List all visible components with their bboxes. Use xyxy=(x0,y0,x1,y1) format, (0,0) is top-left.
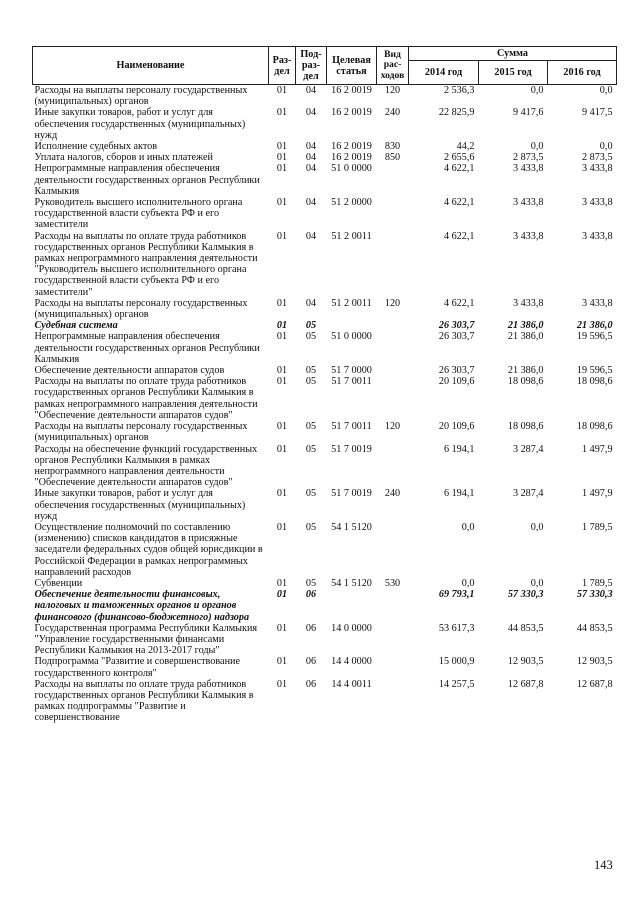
row-sum-2016: 18 098,6 xyxy=(576,376,613,388)
row-target: 16 2 0019 xyxy=(331,141,372,153)
row-name: Иные закупки товаров, работ и услуг для обеспечения государственных (муниципальных) нужд xyxy=(34,488,246,522)
row-sum-2015: 3 433,8 xyxy=(512,297,544,309)
row-section: 01 xyxy=(276,678,288,690)
row-sum-2015: 21 386,0 xyxy=(507,365,544,377)
row-sum-2014: 6 194,1 xyxy=(443,488,475,500)
table-row xyxy=(33,679,617,724)
table-row xyxy=(33,152,617,163)
row-name: Расходы на выплаты по оплате труда работников государственных органов Республики Калмыкия в рамках непрограммного направления деятельности "Руководитель высшего исполнительного органа государственной власти субъекта РФ и его заместители" xyxy=(34,230,258,298)
row-exp-type xyxy=(377,320,409,331)
row-sum-2016: 0,0 xyxy=(599,141,613,153)
row-exp-type xyxy=(377,163,409,197)
row-sum-2014: 4 622,1 xyxy=(443,197,475,209)
row-section: 01 xyxy=(276,443,288,455)
row-section: 01 xyxy=(276,376,288,388)
row-name: Расходы на выплаты персоналу государственных (муниципальных) органов xyxy=(34,297,248,321)
row-sum-2015: 9 417,6 xyxy=(512,107,544,119)
row-name: Непрограммные направления обеспечения деятельности государственных органов Республики Калмыкия xyxy=(34,163,260,197)
row-target: 51 7 0011 xyxy=(331,421,372,433)
row-exp-type xyxy=(377,365,409,376)
row-section: 01 xyxy=(276,107,288,119)
row-target: 14 4 0011 xyxy=(331,678,372,690)
budget-table xyxy=(32,46,617,724)
row-name: Расходы на выплаты персоналу государственных (муниципальных) органов xyxy=(34,421,248,444)
row-sum-2016: 18 098,6 xyxy=(576,421,613,433)
row-sum-2014: 26 303,7 xyxy=(438,365,475,377)
row-subsection: 05 xyxy=(305,577,317,589)
row-exp-type: 120 xyxy=(384,421,401,433)
row-sum-2015: 0,0 xyxy=(530,521,544,533)
header-sum: Сумма xyxy=(409,47,617,61)
row-sum-2014: 26 303,7 xyxy=(438,320,475,332)
row-sum-2015: 3 433,8 xyxy=(512,163,544,175)
row-exp-type: 120 xyxy=(384,85,401,96)
row-sum-2016: 44 853,5 xyxy=(576,622,613,634)
row-target: 16 2 0019 xyxy=(331,152,372,164)
row-section: 01 xyxy=(276,622,288,634)
row-sum-2014: 69 793,1 xyxy=(438,589,475,601)
row-sum-2016: 3 433,8 xyxy=(581,297,613,309)
row-exp-type xyxy=(377,197,409,231)
table-row xyxy=(33,107,617,141)
row-subsection: 06 xyxy=(305,656,317,668)
row-section: 01 xyxy=(276,421,288,433)
row-name: Обеспечение деятельности аппаратов судов xyxy=(34,365,225,377)
row-sum-2015: 2 873,5 xyxy=(512,152,544,164)
row-sum-2014: 2 536,3 xyxy=(443,85,475,96)
row-subsection: 04 xyxy=(305,141,317,153)
row-exp-type xyxy=(377,656,409,678)
row-exp-type xyxy=(377,444,409,489)
row-sum-2015: 18 098,6 xyxy=(507,376,544,388)
row-sum-2016: 1 789,5 xyxy=(581,577,613,589)
row-subsection: 04 xyxy=(305,230,317,242)
row-target: 14 0 0000 xyxy=(331,622,372,634)
table-row xyxy=(33,85,617,108)
row-exp-type xyxy=(377,231,409,298)
row-name: Расходы на выплаты персоналу государственных (муниципальных) органов xyxy=(34,85,248,108)
row-target xyxy=(327,589,377,623)
row-sum-2015: 3 287,4 xyxy=(512,443,544,455)
row-sum-2014: 53 617,3 xyxy=(438,622,475,634)
row-sum-2015: 21 386,0 xyxy=(507,331,544,343)
row-section: 01 xyxy=(276,152,288,164)
table-row xyxy=(33,298,617,320)
row-exp-type: 530 xyxy=(384,577,401,589)
row-target: 51 2 0011 xyxy=(331,230,372,242)
table-row xyxy=(33,365,617,376)
table-row xyxy=(33,589,617,623)
row-sum-2016: 1 497,9 xyxy=(581,443,613,455)
row-name: Обеспечение деятельности финансовых, налоговых и таможенных органов и органов финансового (финансово-бюджетного) надзора xyxy=(34,589,250,623)
row-sum-2016: 21 386,0 xyxy=(576,320,613,332)
row-sum-2015: 57 330,3 xyxy=(507,589,544,601)
row-sum-2016: 9 417,5 xyxy=(581,107,613,119)
row-section: 01 xyxy=(276,331,288,343)
row-subsection: 06 xyxy=(305,589,317,601)
row-section: 01 xyxy=(276,488,288,500)
row-sum-2016: 2 873,5 xyxy=(581,152,613,164)
row-section: 01 xyxy=(276,297,288,309)
row-sum-2014: 4 622,1 xyxy=(443,230,475,242)
header-year-2015: 2015 год xyxy=(479,61,548,85)
table-row xyxy=(33,197,617,231)
row-subsection: 05 xyxy=(305,421,317,433)
row-sum-2016: 1 497,9 xyxy=(581,488,613,500)
row-subsection: 04 xyxy=(305,197,317,209)
row-target: 51 0 0000 xyxy=(331,163,372,175)
row-target xyxy=(327,320,377,331)
row-target: 51 7 0000 xyxy=(331,365,372,377)
row-name: Расходы на выплаты по оплате труда работников государственных органов Республики Калмыкия в рамках подпрограммы "Развитие и совершенствование xyxy=(34,678,254,724)
row-name: Уплата налогов, сборов и иных платежей xyxy=(34,152,213,164)
row-target: 16 2 0019 xyxy=(331,107,372,119)
header-section: Раз-дел xyxy=(269,47,296,85)
row-section: 01 xyxy=(276,589,288,601)
row-target: 14 4 0000 xyxy=(331,656,372,668)
row-sum-2016: 57 330,3 xyxy=(576,589,613,601)
row-subsection: 05 xyxy=(305,331,317,343)
row-name: Исполнение судебных актов xyxy=(34,141,158,153)
row-sum-2014: 26 303,7 xyxy=(438,331,475,343)
row-section: 01 xyxy=(276,577,288,589)
row-sum-2015: 0,0 xyxy=(530,85,544,96)
table-header xyxy=(33,47,617,85)
row-sum-2016: 19 596,5 xyxy=(576,331,613,343)
header-subsection: Под-раз-дел xyxy=(296,47,327,85)
row-sum-2015: 18 098,6 xyxy=(507,421,544,433)
row-sum-2016: 1 789,5 xyxy=(581,521,613,533)
row-sum-2014: 6 194,1 xyxy=(443,443,475,455)
row-sum-2014: 20 109,6 xyxy=(438,376,475,388)
row-sum-2014: 0,0 xyxy=(461,577,475,589)
row-sum-2016: 3 433,8 xyxy=(581,230,613,242)
row-target: 51 0 0000 xyxy=(331,331,372,343)
row-sum-2014: 2 655,6 xyxy=(443,152,475,164)
table-row xyxy=(33,376,617,421)
row-name: Иные закупки товаров, работ и услуг для обеспечения государственных (муниципальных) нужд xyxy=(34,107,246,141)
row-sum-2014: 4 622,1 xyxy=(443,163,475,175)
row-section: 01 xyxy=(276,320,288,332)
row-sum-2015: 12 687,8 xyxy=(507,678,544,690)
row-section: 01 xyxy=(276,521,288,533)
row-name: Государственная программа Республики Калмыкия "Управление государственными финансами Республики Калмыкия на 2013-2017 годы" xyxy=(34,622,258,657)
row-subsection: 04 xyxy=(305,107,317,119)
row-exp-type xyxy=(377,623,409,657)
table-row xyxy=(33,231,617,298)
row-sum-2014: 22 825,9 xyxy=(438,107,475,119)
row-subsection: 05 xyxy=(305,320,317,332)
row-target: 51 7 0019 xyxy=(331,488,372,500)
row-exp-type: 240 xyxy=(384,107,401,119)
table-row xyxy=(33,578,617,589)
row-sum-2015: 44 853,5 xyxy=(507,622,544,634)
table-row xyxy=(33,623,617,657)
row-name: Руководитель высшего исполнительного органа государственной власти субъекта РФ и его заместители xyxy=(34,197,243,231)
row-sum-2015: 21 386,0 xyxy=(507,320,544,332)
table-row xyxy=(33,488,617,522)
row-sum-2016: 3 433,8 xyxy=(581,163,613,175)
row-exp-type xyxy=(377,679,409,724)
row-exp-type xyxy=(377,522,409,578)
table-row xyxy=(33,331,617,365)
row-name: Судебная система xyxy=(34,320,118,332)
row-target: 51 7 0011 xyxy=(331,376,372,388)
row-section: 01 xyxy=(276,230,288,242)
page-number: 143 xyxy=(594,858,613,872)
row-name: Непрограммные направления обеспечения деятельности государственных органов Республики Калмыкия xyxy=(34,331,260,365)
row-name: Подпрограмма "Развитие и совершенствование государственного контроля" xyxy=(34,656,241,679)
table-row xyxy=(33,141,617,152)
table-row xyxy=(33,656,617,678)
row-sum-2016: 12 903,5 xyxy=(576,656,613,668)
row-section: 01 xyxy=(276,163,288,175)
row-subsection: 04 xyxy=(305,297,317,309)
row-target: 51 7 0019 xyxy=(331,443,372,455)
row-sum-2014: 0,0 xyxy=(461,521,475,533)
row-sum-2015: 3 287,4 xyxy=(512,488,544,500)
row-exp-type: 830 xyxy=(384,141,401,153)
row-subsection: 05 xyxy=(305,365,317,377)
row-section: 01 xyxy=(276,365,288,377)
row-sum-2015: 0,0 xyxy=(530,141,544,153)
row-sum-2015: 3 433,8 xyxy=(512,230,544,242)
row-sum-2015: 3 433,8 xyxy=(512,197,544,209)
row-sum-2016: 19 596,5 xyxy=(576,365,613,377)
row-subsection: 05 xyxy=(305,443,317,455)
row-target: 51 2 0000 xyxy=(331,197,372,209)
row-section: 01 xyxy=(276,656,288,668)
row-target: 54 1 5120 xyxy=(331,577,372,589)
row-subsection: 04 xyxy=(305,152,317,164)
row-target: 54 1 5120 xyxy=(331,521,372,533)
table-row xyxy=(33,320,617,331)
row-name: Субвенции xyxy=(34,577,83,589)
row-name: Расходы на обеспечение функций государственных органов Республики Калмыкия в рамках непрограммного направления деятельности "Обеспечение деятельности аппаратов судов" xyxy=(34,443,258,489)
row-sum-2014: 20 109,6 xyxy=(438,421,475,433)
row-exp-type xyxy=(377,376,409,421)
header-target: Целевая статья xyxy=(327,47,377,85)
row-exp-type: 850 xyxy=(384,152,401,164)
table-row xyxy=(33,522,617,578)
header-year-2016: 2016 год xyxy=(548,61,617,85)
row-subsection: 04 xyxy=(305,85,317,96)
row-sum-2016: 0,0 xyxy=(599,85,613,96)
row-sum-2016: 3 433,8 xyxy=(581,197,613,209)
row-exp-type xyxy=(377,331,409,365)
row-subsection: 05 xyxy=(305,376,317,388)
row-subsection: 05 xyxy=(305,521,317,533)
row-sum-2014: 15 000,9 xyxy=(438,656,475,668)
row-sum-2015: 0,0 xyxy=(530,577,544,589)
row-target: 16 2 0019 xyxy=(331,85,372,96)
row-subsection: 06 xyxy=(305,678,317,690)
row-exp-type: 240 xyxy=(384,488,401,500)
row-name: Расходы на выплаты по оплате труда работников государственных органов Республики Калмыкия в рамках непрограммного направления деятельности "Обеспечение деятельности аппаратов судов" xyxy=(34,376,258,421)
row-subsection: 04 xyxy=(305,163,317,175)
row-sum-2016: 12 687,8 xyxy=(576,678,613,690)
row-subsection: 05 xyxy=(305,488,317,500)
header-name: Наименование xyxy=(33,47,269,85)
table-body xyxy=(33,85,617,724)
row-exp-type: 120 xyxy=(384,297,401,309)
row-section: 01 xyxy=(276,85,288,96)
header-exp-type: Вид рас-ходов xyxy=(377,47,409,85)
table-row xyxy=(33,421,617,443)
header-year-2014: 2014 год xyxy=(409,61,479,85)
row-target: 51 2 0011 xyxy=(331,297,372,309)
row-name: Осуществление полномочий по составлению (изменению) списков кандидатов в присяжные заседатели федеральных судов общей юрисдикции в Российской Федерации в рамках непрограммных направлений расходов xyxy=(34,521,263,578)
row-sum-2014: 4 622,1 xyxy=(443,297,475,309)
row-section: 01 xyxy=(276,141,288,153)
row-subsection: 06 xyxy=(305,622,317,634)
table-row xyxy=(33,444,617,489)
table-row xyxy=(33,163,617,197)
row-exp-type xyxy=(377,589,409,623)
row-sum-2014: 44,2 xyxy=(456,141,475,153)
row-sum-2015: 12 903,5 xyxy=(507,656,544,668)
row-sum-2014: 14 257,5 xyxy=(438,678,475,690)
row-section: 01 xyxy=(276,197,288,209)
